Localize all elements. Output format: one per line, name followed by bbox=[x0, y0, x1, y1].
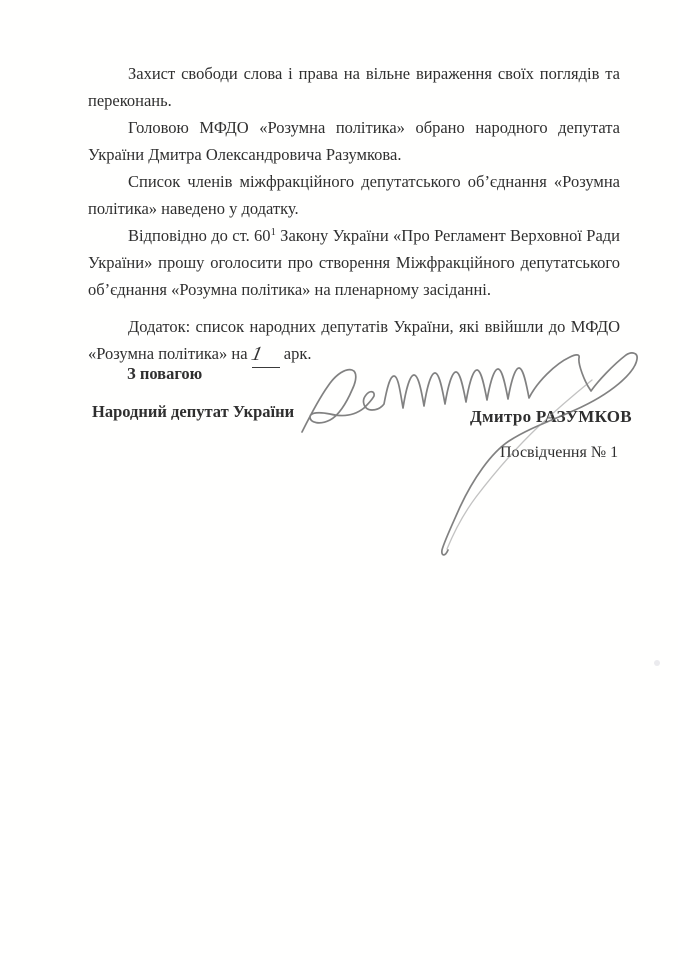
text-line: об’єднання «Розумна політика» на пленарному засіданні. bbox=[88, 280, 492, 299]
attachment-before-blank: «Розумна політика» на bbox=[88, 344, 248, 363]
attachment-after-blank: арк. bbox=[283, 344, 312, 363]
paragraph-attachment bbox=[88, 313, 620, 368]
signer-title: Народний депутат України bbox=[92, 402, 295, 421]
paragraph-free-speech bbox=[88, 60, 620, 114]
text-line: Захист свободи слова і права на вільне вираження своїх поглядів та bbox=[128, 64, 620, 83]
paragraph-law-reference bbox=[88, 222, 620, 303]
law-article-superscript: 1 bbox=[270, 227, 276, 238]
text-line: політика» наведено у додатку. bbox=[88, 199, 299, 218]
text-line: України» прошу оголосити про створення Міжфракційного депутатського bbox=[88, 253, 620, 272]
text-line: Список членів міжфракційного депутатського об’єднання «Розумна bbox=[128, 172, 620, 191]
letter-body bbox=[88, 60, 620, 368]
paragraph-chairman bbox=[88, 114, 620, 168]
text-line: України Дмитра Олександровича Разумкова. bbox=[88, 145, 402, 164]
text-line: переконань. bbox=[88, 91, 172, 110]
signature-return-stroke bbox=[447, 380, 592, 549]
signer-name: Дмитро РАЗУМКОВ bbox=[470, 407, 632, 426]
text-line: Додаток: список народних депутатів України, які ввійшли до МФДО bbox=[128, 317, 620, 336]
credential-number: Посвідчення № 1 bbox=[500, 444, 619, 461]
handwritten-page-count: 1 bbox=[249, 343, 264, 365]
law-ref-before-sup: Відповідно до ст. 60 bbox=[128, 226, 271, 245]
text-line bbox=[88, 222, 620, 249]
paragraph-members-list bbox=[88, 168, 620, 222]
law-ref-after-sup: Закону України «Про Регламент Верховної Ради bbox=[280, 226, 620, 245]
pages-blank-line bbox=[249, 340, 280, 368]
text-line: Головою МФДО «Розумна політика» обрано народного депутата bbox=[128, 118, 620, 137]
closing-salutation: З повагою bbox=[127, 364, 203, 383]
scan-artifact-speck bbox=[654, 660, 660, 666]
